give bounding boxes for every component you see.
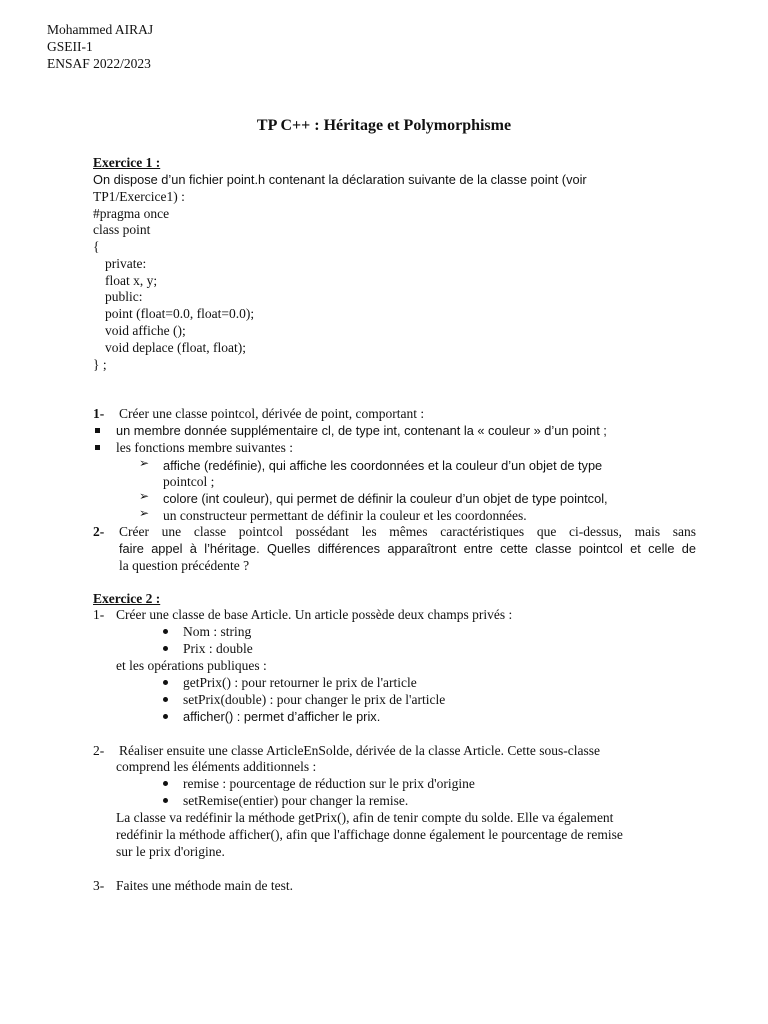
code-line-10: } ; <box>93 357 107 372</box>
ex2-extra-1: remise : pourcentage de réduction sur le prix d'origine <box>183 776 475 791</box>
round-bullet-icon <box>163 646 168 651</box>
ex2-extra-2: setRemise(entier) pour changer la remise. <box>183 793 409 808</box>
round-bullet-icon <box>163 697 168 702</box>
ex2-q2-line1: Réaliser ensuite une classe ArticleEnSolde, dérivée de la classe Article. Cette sous-classe <box>119 743 600 758</box>
exercise1-intro-line1: On dispose d’un fichier point.h contenant la déclaration suivante de la classe point (voir <box>93 172 587 187</box>
round-bullet-icon <box>163 680 168 685</box>
arrow-bullet-icon: ➢ <box>139 456 150 470</box>
ex1-q2-number: 2- <box>93 524 105 539</box>
page-title: TP C++ : Héritage et Polymorphisme <box>256 117 512 134</box>
code-line-6: public: <box>105 289 143 304</box>
round-bullet-icon <box>163 798 168 803</box>
ex1-q2-line2: faire appel à l’héritage. Quelles différences apparaîtront entre cette classe pointcol et celle de <box>119 541 696 556</box>
ex1-q1-text: Créer une classe pointcol, dérivée de point, comportant : <box>119 406 425 421</box>
group-name: GSEII-1 <box>47 39 93 54</box>
code-line-1: #pragma once <box>93 206 170 221</box>
author-name: Mohammed AIRAJ <box>47 22 154 37</box>
ex2-field-2: Prix : double <box>183 641 253 656</box>
exercise2-heading: Exercice 2 : <box>93 591 161 606</box>
ex2-q1-text: Créer une classe de base Article. Un article possède deux champs privés : <box>116 607 513 622</box>
ex1-q1-sub1-line1: affiche (redéfinie), qui affiche les coordonnées et la couleur d’un objet de type <box>163 458 603 473</box>
ex2-field-1: Nom : string <box>183 624 252 639</box>
ex2-ops-intro: et les opérations publiques : <box>116 658 267 673</box>
code-line-7: point (float=0.0, float=0.0); <box>105 306 255 321</box>
ex2-para-line2: redéfinir la méthode afficher(), afin que l'affichage donne également le pourcentage de remise <box>116 827 623 842</box>
ex2-q2-number: 2- <box>93 743 105 758</box>
ex2-q3-text: Faites une méthode main de test. <box>116 878 293 893</box>
code-line-4: private: <box>105 256 147 271</box>
document-header <box>47 21 153 72</box>
code-line-9: void deplace (float, float); <box>105 340 246 355</box>
round-bullet-icon <box>163 781 168 786</box>
arrow-bullet-icon: ➢ <box>139 489 150 503</box>
ex1-q1-sub1-line2: pointcol ; <box>163 474 215 489</box>
square-bullet-icon <box>95 445 100 450</box>
school-year: ENSAF 2022/2023 <box>47 56 151 71</box>
ex2-q2-line2: comprend les éléments additionnels : <box>116 759 317 774</box>
ex1-q1-bullet2: les fonctions membre suivantes : <box>116 440 293 455</box>
ex1-q1-sub3: un constructeur permettant de définir la couleur et les coordonnées. <box>163 508 527 523</box>
ex2-op-2: setPrix(double) : pour changer le prix de l'article <box>183 692 446 707</box>
square-bullet-icon <box>95 428 100 433</box>
exercise1-intro-line2: TP1/Exercice1) : <box>93 189 185 204</box>
code-line-2: class point <box>93 222 151 237</box>
round-bullet-icon <box>163 714 168 719</box>
round-bullet-icon <box>163 629 168 634</box>
ex2-op-3: afficher() : permet d’afficher le prix. <box>183 709 381 724</box>
ex1-q2-line3: la question précédente ? <box>119 558 250 573</box>
ex1-q2-line1: Créer une classe pointcol possédant les mêmes caractéristiques que ci-dessus, mais sans <box>119 524 696 539</box>
ex2-q1-number: 1- <box>93 607 105 622</box>
ex1-q1-sub2: colore (int couleur), qui permet de définir la couleur d’un objet de type pointcol, <box>163 491 608 506</box>
arrow-bullet-icon: ➢ <box>139 506 150 520</box>
ex2-para-line1: La classe va redéfinir la méthode getPrix(), afin de tenir compte du solde. Elle va également <box>116 810 614 825</box>
exercise1-heading: Exercice 1 : <box>93 155 161 170</box>
code-line-5: float x, y; <box>105 273 158 288</box>
ex2-para-line3: sur le prix d'origine. <box>116 844 225 859</box>
code-line-3: { <box>93 239 100 254</box>
ex1-q1-number: 1- <box>93 406 105 421</box>
ex2-op-1: getPrix() : pour retourner le prix de l'article <box>183 675 417 690</box>
code-line-8: void affiche (); <box>105 323 186 338</box>
ex1-q1-bullet1: un membre donnée supplémentaire cl, de type int, contenant la « couleur » d’un point ; <box>116 423 607 438</box>
ex2-q3-number: 3- <box>93 878 105 893</box>
